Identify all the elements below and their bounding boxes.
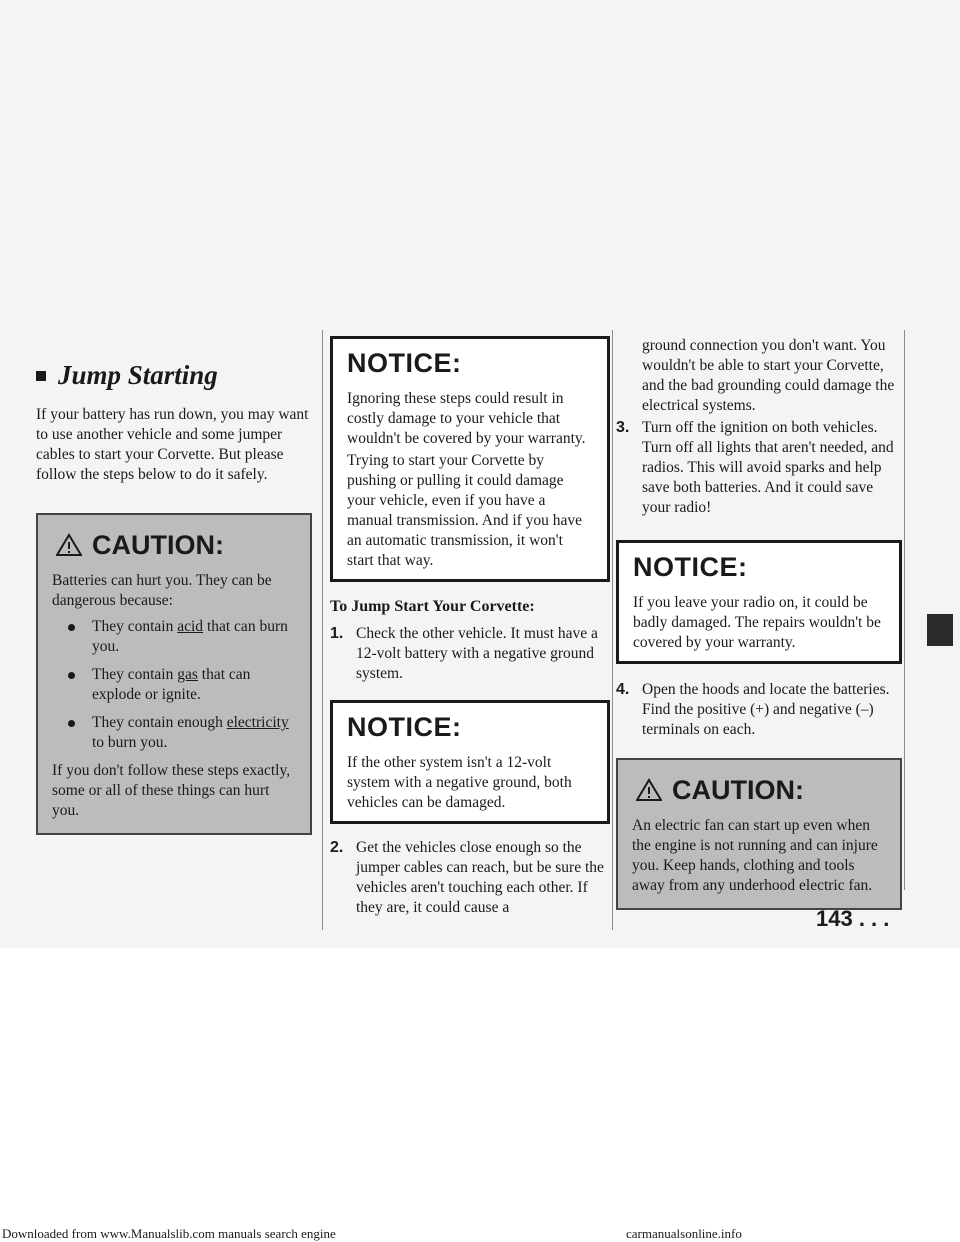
caution-lead: Batteries can hurt you. They can be dangerous because:	[52, 572, 272, 609]
caution-box-electric-fan	[616, 758, 902, 910]
column-left	[36, 360, 312, 835]
caution-heading: CAUTION:	[636, 778, 886, 802]
caution-box-batteries	[36, 513, 312, 835]
list-item: They contain gas that can explode or ignite.	[52, 665, 296, 705]
column-middle	[330, 336, 610, 918]
section-tab-marker	[927, 614, 953, 646]
section-title: Jump Starting	[36, 360, 312, 391]
step-1: 1. Check the other vehicle. It must have a 12-volt battery with a negative ground system.	[330, 625, 598, 682]
column-divider	[904, 330, 905, 890]
column-divider	[322, 330, 323, 930]
page-number: 143 . . .	[816, 906, 890, 931]
warning-triangle-icon	[56, 533, 82, 557]
procedure-heading: To Jump Start Your Corvette:	[330, 598, 535, 615]
notice-paragraph: If you leave your radio on, it could be badly damaged. The repairs wouldn't be covered by your warranty.	[633, 594, 881, 651]
notice-paragraph: If the other system isn't a 12-volt system with a negative ground, both vehicles can be damaged.	[347, 754, 572, 811]
intro-paragraph: If your battery has run down, you may want to use another vehicle and some jumper cables to start your Corvette. But please follow the steps below to do it safely.	[36, 406, 309, 483]
caution-closing: If you don't follow these steps exactly, some or all of these things can hurt you.	[52, 762, 291, 819]
list-item: They contain enough electricity to burn you.	[52, 713, 296, 753]
column-right	[616, 336, 902, 910]
footer-left-text: Downloaded from www.Manualslib.com manuals search engine	[2, 1226, 336, 1241]
column-divider	[612, 330, 613, 930]
notice-paragraph: Ignoring these steps could result in costly damage to your vehicle that wouldn't be covered by your warranty.	[347, 390, 586, 447]
notice-heading: NOTICE:	[633, 552, 748, 582]
bullet-square-icon	[36, 371, 46, 381]
caution-heading: CAUTION:	[56, 533, 296, 557]
notice-heading: NOTICE:	[347, 712, 462, 742]
notice-heading: NOTICE:	[347, 348, 462, 378]
step-2-continued: ground connection you don't want. You wouldn't be able to start your Corvette, and the bad grounding could damage the electrical systems.	[642, 337, 895, 414]
caution-paragraph: An electric fan can start up even when the engine is not running and can injure you. Keep hands, clothing and tools away from any underhood electric fan.	[632, 817, 878, 894]
warning-triangle-icon	[636, 778, 662, 802]
notice-paragraph: Trying to start your Corvette by pushing or pulling it could damage your vehicle, even if you have a manual transmission. And if you have an automatic transmission, it won't start that way.	[347, 452, 583, 569]
list-item: They contain acid that can burn you.	[52, 617, 296, 657]
caution-list	[52, 617, 296, 753]
notice-box-radio	[616, 540, 902, 664]
notice-box-12-volt	[330, 700, 610, 824]
step-2: 2. Get the vehicles close enough so the jumper cables can reach, but be sure the vehicles aren't touching each other. If they are, it could cause a	[330, 839, 604, 916]
notice-box-ignoring-steps	[330, 336, 610, 582]
step-4: 4. Open the hoods and locate the batteries. Find the positive (+) and negative (–) terminals on each.	[616, 681, 890, 738]
step-3: 3. Turn off the ignition on both vehicles. Turn off all lights that aren't needed, and radios. This will avoid sparks and help save both batteries. And it could save your radio!	[616, 419, 894, 516]
footer-right-text: carmanualsonline.info	[626, 1226, 742, 1241]
